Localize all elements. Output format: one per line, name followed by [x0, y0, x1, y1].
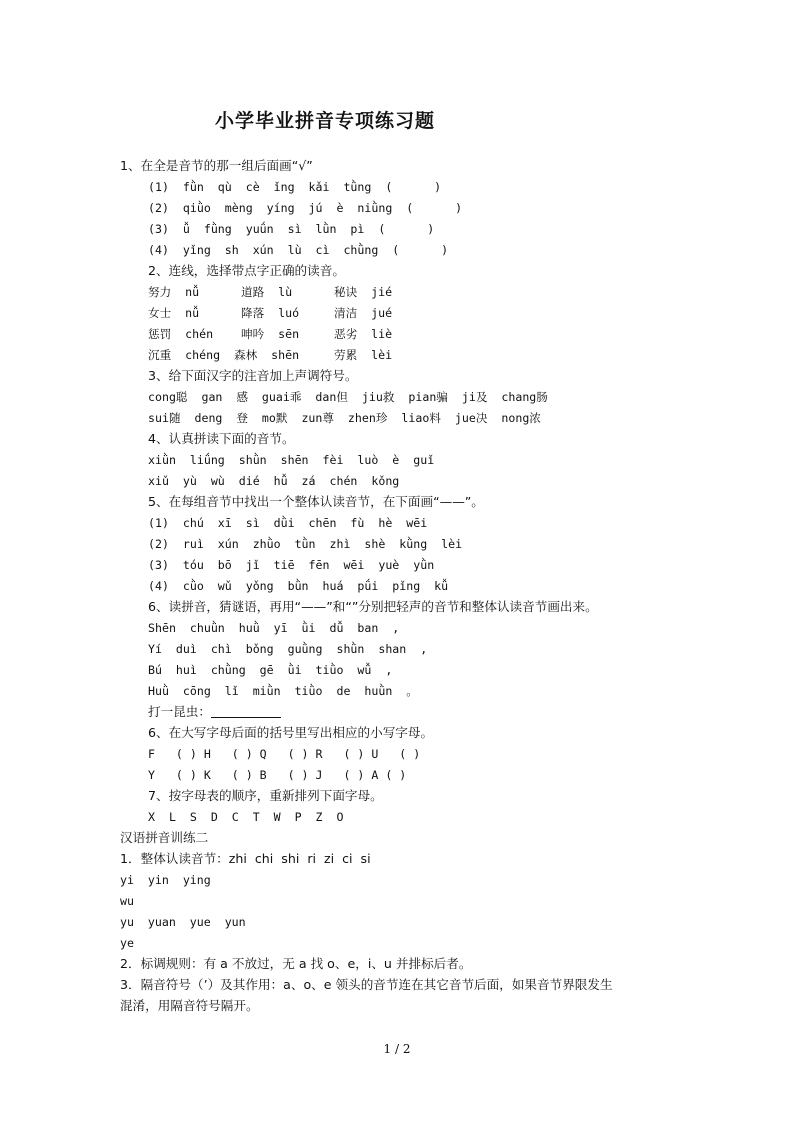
apostrophe-rule-2: 混淆，用隔音符号隔开。 — [120, 998, 259, 1013]
riddle-answer-row — [148, 703, 281, 721]
question-2-heading: 2、连线，选择带点字正确的读音。 — [148, 263, 345, 278]
question-5-option-3: (3) tóu bō jǐ tiē fēn wēi yuè yǜn — [148, 558, 435, 572]
riddle-line-1: Shēn chuǜn huǜ yī ǜi dǚ ban , — [148, 621, 400, 635]
syllables-yi: yi yin ying — [120, 873, 211, 887]
question-3-row-1: cong聪 gan 感 guai乖 dan但 jiu救 pian骗 ji及 chang肠 — [148, 390, 548, 404]
question-7-heading: 7、按字母表的顺序，重新排列下面字母。 — [148, 788, 383, 803]
question-2-row-4: 沉重 chéng 森林 shēn 劳累 lèi — [148, 348, 393, 362]
riddle-line-4: Huǜ cōng lǐ miǜn tiǜo de huǜn 。 — [148, 684, 418, 698]
question-3-row-2: sui随 deng 登 mo默 zun尊 zhen珍 liao料 jue决 nong浓 — [148, 411, 541, 425]
page-title: 小学毕业拼音专项练习题 — [214, 110, 435, 132]
riddle-line-3: Bú huì chǜng gē ǜi tiǜo wǚ , — [148, 663, 393, 677]
letters-to-sort: X L S D C T W P Z O — [148, 810, 344, 824]
question-4-row-1: xiǜn liǘng shǜn shēn fèi luò è guǐ — [148, 453, 435, 467]
page-number: 1 / 2 — [383, 1042, 411, 1056]
letters-row-2: Y ( ) K ( ) B ( ) J ( ) A ( ) — [148, 768, 407, 782]
question-4-row-2: xiǔ yù wù dié hǚ zá chén kǒng — [148, 474, 400, 488]
question-1-option-1: (1) fǜn qù cè ǐng kǎi tǜng ( ) — [148, 180, 442, 194]
question-5-heading: 5、在每组音节中找出一个整体认读音节，在下面画“——”。 — [148, 494, 484, 509]
question-2-row-2: 女士 nǚ 降落 luó 清洁 jué — [148, 306, 393, 320]
question-5-option-1: (1) chú xī sì dǜi chēn fù hè wēi — [148, 516, 428, 530]
question-4-heading: 4、认真拼读下面的音节。 — [148, 431, 295, 446]
syllables-wu: wu — [120, 894, 134, 908]
question-5-option-2: (2) ruì xún zhǜo tǜn zhì shè kǜng lèi — [148, 537, 463, 551]
whole-syllables-line: 1．整体认读音节：zhi chi shi ri zi ci si — [120, 851, 371, 866]
answer-blank[interactable] — [211, 705, 281, 718]
question-6-heading: 6、读拼音，猜谜语，再用“——”和“”分别把轻声的音节和整体认读音节画出来。 — [148, 599, 598, 614]
riddle-line-2: Yí duì chì bǒng guǜng shǜn shan , — [148, 642, 428, 656]
letters-row-1: F ( ) H ( ) Q ( ) R ( ) U ( ) — [148, 747, 421, 761]
question-1-option-4: (4) yǐng sh xún lù cì chǜng ( ) — [148, 243, 449, 257]
riddle-answer-label: 打一昆虫： — [148, 704, 211, 719]
apostrophe-rule-1: 3．隔音符号（’）及其作用：a、o、e 领头的音节连在其它音节后面，如果音节界限发生 — [120, 977, 613, 992]
question-1-option-3: (3) ǚ fǜng yuǘn sì lǜn pì ( ) — [148, 222, 435, 236]
question-6b-heading: 6、在大写字母后面的括号里写出相应的小写字母。 — [148, 725, 434, 740]
syllables-yu: yu yuan yue yun — [120, 915, 246, 929]
syllables-ye: ye — [120, 936, 134, 950]
question-1-option-2: (2) qiǜo mèng yíng jú è niǜng ( ) — [148, 201, 463, 215]
question-2-row-1: 努力 nǚ 道路 lù 秘诀 jié — [148, 285, 393, 299]
question-3-heading: 3、给下面汉字的注音加上声调符号。 — [148, 368, 358, 383]
question-1-heading: 1、在全是音节的那一组后面画“√” — [120, 158, 313, 173]
section-2-heading: 汉语拼音训练二 — [120, 830, 209, 845]
question-2-row-3: 惩罚 chén 呻吟 sēn 恶劣 liè — [148, 327, 393, 341]
question-5-option-4: (4) cǜo wǔ yǒng bǜn huá pǘi pǐng kǚ — [148, 579, 449, 593]
tone-rule: 2．标调规则：有 a 不放过，无 a 找 o、e，i、u 并排标后者。 — [120, 956, 472, 971]
